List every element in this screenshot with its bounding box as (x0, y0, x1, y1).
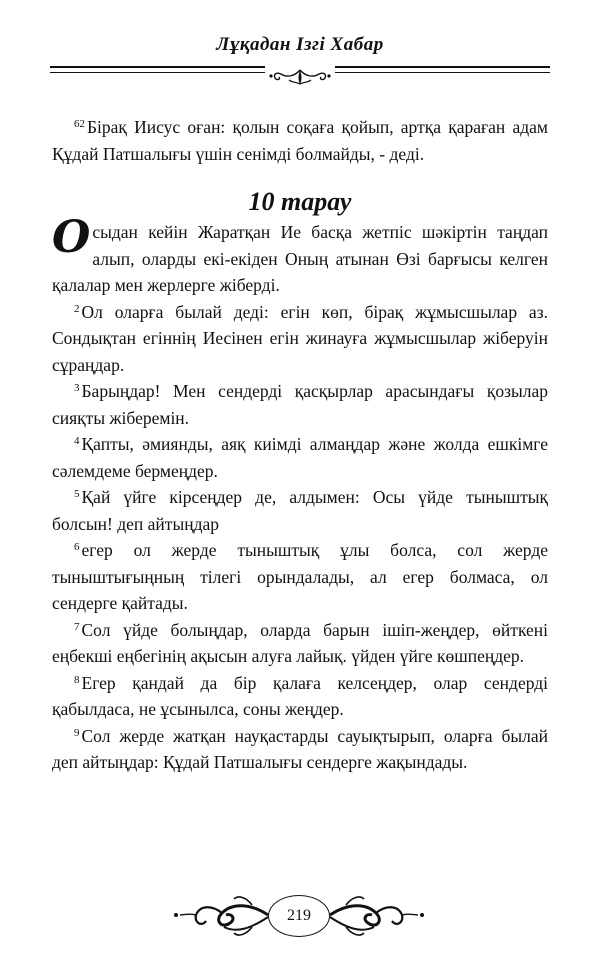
drop-cap: О (52, 212, 91, 263)
verse-number: 7 (74, 620, 80, 633)
header-ornament-icon (265, 66, 335, 88)
page-number: 219 (268, 895, 330, 937)
verse-number: 8 (74, 673, 80, 686)
verse-6 (52, 537, 548, 617)
verse-number: 9 (74, 726, 80, 739)
verse-number: 3 (74, 382, 80, 394)
running-title: Лұқадан Ізгі Хабар (216, 34, 384, 55)
verse-9 (52, 723, 548, 776)
verse-text: Егер қандай да бір қалаға келсеңдер, олар сендерді қабылдаса, не ұсынылса, соны жеңдер. (52, 672, 548, 719)
verse-text: Бірақ Иисус оған: қолын соқаға қойып, артқа қараған адам Құдай Патшалығы үшін сенімді болмайды, - деді. (52, 117, 548, 164)
verse-text: Қапты, әмиянды, аяқ киімді алмаңдар және жолда ешкімге сәлемдеме бермеңдер. (52, 434, 548, 481)
verse-text: Сол үйде болыңдар, оларда барын ішіп-жеңдер, өйткені еңбекші еңбегінің ақысын алуға лайық. үйден үйге көшпеңдер. (52, 619, 548, 666)
verse-text: сыдан кейін Жаратқан Ие басқа жетпіс шәкіртін таңдап алып, оларды екі-екіден Оның атынан Өзі барғысы келген қалалар мен жерлерге жіберді. (52, 222, 548, 295)
verse-number: 2 (74, 302, 80, 315)
page-content (52, 114, 548, 776)
verse-5 (52, 484, 548, 537)
verse-2 (52, 299, 548, 379)
verse-number: 6 (74, 541, 80, 553)
verse-number: 4 (74, 435, 80, 447)
verse-62 (52, 114, 548, 167)
chapter-title: 10 тарау (248, 187, 352, 216)
verse-text: егер ол жерде тыныштық ұлы болса, сол жерде тыныштығыңның тілегі орындалады, ал егер болмаса, ол сендерге қайтады. (52, 540, 548, 613)
verse-number: 62 (74, 118, 85, 130)
page-footer (0, 875, 600, 955)
verse-text: Қай үйге кірсеңдер де, алдымен: Осы үйде тыныштық болсын! деп айтыңдар (52, 487, 548, 534)
verse-text: Барыңдар! Мен сендерді қасқырлар арасындағы қозылар сияқты жіберемін. (52, 381, 548, 428)
verse-number: 5 (74, 488, 80, 500)
verse-3 (52, 378, 548, 431)
verse-8 (52, 670, 548, 723)
verse-text: Ол оларға былай деді: егін көп, бірақ жұмысшылар аз. Сондықтан егіннің Иесінен егін жинауға жұмысшылар жіберуін сұраңдар. (52, 301, 548, 375)
verse-text: Сол жерде жатқан науқастарды сауықтырып, оларға былай деп айтыңдар: Құдай Патшалығы сендерге жақындады. (52, 725, 548, 772)
verse-4 (52, 431, 548, 484)
verse-7 (52, 617, 548, 670)
verse-1 (52, 212, 548, 299)
